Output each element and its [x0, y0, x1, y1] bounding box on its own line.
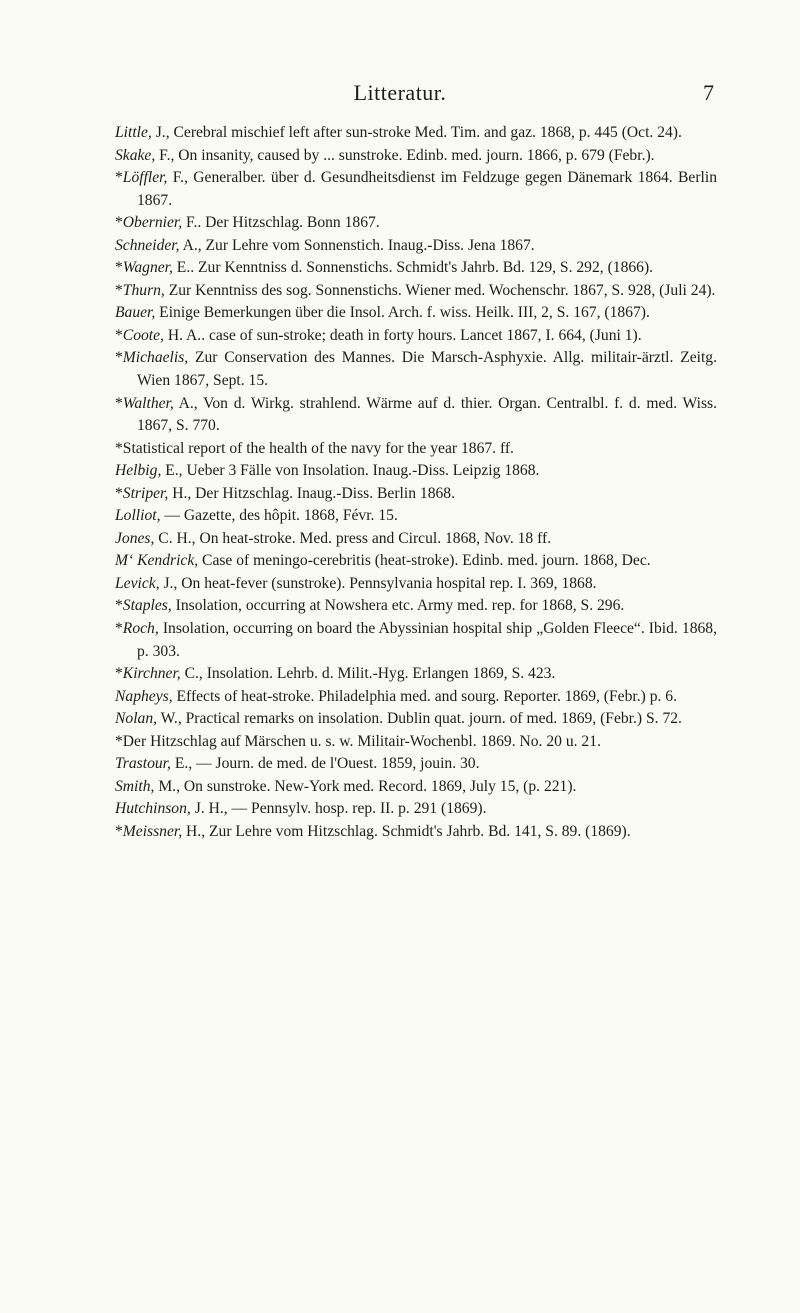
entry-author: Walther, [122, 394, 174, 412]
entry-citation: C. H., On heat-stroke. Med. press and Circul. 1868, Nov. 18 ff. [154, 529, 552, 547]
entry-author: Helbig, [115, 462, 162, 480]
bibliography-entry [115, 505, 717, 528]
entry-author: Michaelis, [122, 349, 189, 367]
entry-author: Jones, [115, 529, 155, 547]
entry-marker: * [115, 484, 123, 502]
entry-author: Lolliot, [115, 507, 161, 525]
bibliography-entry [115, 753, 717, 776]
entry-author: Meissner, [122, 822, 183, 840]
entry-citation: C., Insolation. Lehrb. d. Milit.-Hyg. Erlangen 1869, S. 423. [180, 665, 556, 683]
bibliography-entry [115, 483, 717, 506]
bibliography-entry [115, 280, 717, 303]
entry-author: Wagner, [122, 259, 173, 277]
entry-author: Trastour, [115, 755, 171, 773]
entry-citation: Effects of heat-stroke. Philadelphia med. and sourg. Reporter. 1869, (Febr.) p. 6. [172, 687, 677, 705]
bibliography-entry [115, 528, 717, 551]
bibliography-entry [115, 550, 717, 573]
entry-author: Mʻ Kendrick, [115, 552, 199, 570]
entry-author: Roch, [122, 620, 159, 638]
entry-marker: * [115, 326, 123, 344]
bibliography-entry [115, 686, 717, 709]
bibliography-entry [115, 595, 717, 618]
entry-marker: * [115, 349, 123, 367]
entry-marker: * [115, 214, 123, 232]
entry-author: Little, [115, 124, 152, 141]
entry-citation: J. H., — Pennsylv. hosp. rep. II. p. 291 (1869). [190, 800, 487, 818]
entry-citation: E., Ueber 3 Fälle von Insolation. Inaug.-Diss. Leipzig 1868. [161, 462, 540, 480]
page-number: 7 [703, 80, 714, 105]
entry-marker: * [115, 439, 123, 457]
entry-citation: H., Der Hitzschlag. Inaug.-Diss. Berlin 1868. [168, 484, 455, 502]
bibliography-entry [115, 573, 717, 596]
entry-marker: * [115, 620, 123, 638]
entry-citation: Einige Bemerkungen über die Insol. Arch. f. wiss. Heilk. III, 2, S. 167, (1867). [155, 304, 650, 322]
bibliography-entry [115, 235, 717, 258]
bibliography-list [115, 122, 717, 844]
running-title: Litteratur. [353, 80, 447, 105]
entry-citation: Insolation, occurring on board the Abyssinian hospital ship „Golden Fleece“. Ibid. 1868, p. 303. [137, 620, 717, 660]
bibliography-entry [115, 731, 717, 754]
entry-author: Löffler, [122, 169, 168, 187]
entry-author: Obernier, [122, 214, 183, 232]
entry-author: Smith, [115, 777, 155, 795]
entry-marker: * [115, 394, 123, 412]
bibliography-entry [115, 776, 717, 799]
entry-citation: E., — Journ. de med. de l'Ouest. 1859, jouin. 30. [170, 755, 480, 773]
bibliography-entry [115, 821, 717, 844]
entry-citation: M., On sunstroke. New-York med. Record. 1869, July 15, (p. 221). [154, 777, 577, 795]
bibliography-entry [115, 257, 717, 280]
entry-citation: F., On insanity, caused by ... sunstroke. Edinb. med. journ. 1866, p. 679 (Febr.). [155, 146, 655, 164]
entry-marker: * [115, 597, 123, 615]
entry-citation: Der Hitzschlag auf Märschen u. s. w. Militair-Wochenbl. 1869. No. 20 u. 21. [122, 732, 601, 750]
entry-marker: * [115, 169, 123, 187]
entry-citation: W., Practical remarks on insolation. Dublin quat. journ. of med. 1869, (Febr.) S. 72. [157, 710, 682, 728]
bibliography-entry [115, 438, 717, 461]
entry-citation: Insolation, occurring at Nowshera etc. Army med. rep. for 1868, S. 296. [171, 597, 625, 615]
bibliography-entry [115, 618, 717, 663]
entry-citation: Statistical report of the health of the navy for the year 1867. ff. [122, 439, 514, 457]
bibliography-entry [115, 798, 717, 821]
entry-citation: F., Generalber. über d. Gesundheitsdienst im Feldzuge gegen Dänemark 1864. Berlin 1867. [137, 169, 717, 209]
entry-citation: F.. Der Hitzschlag. Bonn 1867. [182, 214, 380, 232]
entry-marker: * [115, 822, 123, 840]
entry-citation: H., Zur Lehre vom Hitzschlag. Schmidt's Jahrb. Bd. 141, S. 89. (1869). [182, 822, 631, 840]
bibliography-entry [115, 212, 717, 235]
entry-marker: * [115, 732, 123, 750]
entry-citation: Zur Conservation des Mannes. Die Marsch-Asphyxie. Allg. militair-ärztl. Zeitg. Wien 1867, Sept. 15. [137, 349, 717, 390]
bibliography-entry [115, 393, 717, 438]
entry-author: Staples, [122, 597, 172, 615]
entry-citation: E.. Zur Kenntniss d. Sonnenstichs. Schmidt's Jahrb. Bd. 129, S. 292, (1866). [172, 259, 654, 277]
entry-author: Napheys, [115, 687, 173, 705]
entry-author: Coote, [122, 326, 164, 344]
entry-marker: * [115, 665, 123, 683]
bibliography-entry [115, 347, 717, 392]
entry-marker: * [115, 259, 123, 277]
entry-citation: Case of meningo-cerebritis (heat-stroke). Edinb. med. journ. 1868, Dec. [198, 552, 651, 570]
entry-author: Levick, [115, 574, 160, 592]
entry-citation: J., Cerebral mischief left after sun-stroke Med. Tim. and gaz. 1868, p. 445 (Oct. 24). [151, 124, 682, 141]
entry-author: Thurn, [122, 281, 165, 299]
entry-author: Striper, [122, 484, 169, 502]
entry-author: Schneider, [115, 236, 180, 254]
bibliography-entry [115, 145, 717, 168]
entry-citation: — Gazette, des hôpit. 1868, Févr. 15. [160, 507, 398, 525]
entry-author: Skake, [115, 146, 156, 164]
entry-citation: H. A.. case of sun-stroke; death in forty hours. Lancet 1867, I. 664, (Juni 1). [163, 326, 642, 344]
entry-citation: A., Zur Lehre vom Sonnenstich. Inaug.-Diss. Jena 1867. [179, 236, 535, 254]
entry-marker: * [115, 281, 123, 299]
page-header [0, 80, 800, 110]
entry-citation: A., Von d. Wirkg. strahlend. Wärme auf d. thier. Organ. Centralbl. f. d. med. Wiss. 1867, S. 770. [137, 394, 717, 435]
bibliography-entry [115, 167, 717, 212]
bibliography-entry [115, 460, 717, 483]
bibliography-entry [115, 663, 717, 686]
entry-author: Bauer, [115, 304, 156, 322]
entry-author: Nolan, [115, 710, 158, 728]
bibliography-entry [115, 708, 717, 731]
bibliography-entry [115, 302, 717, 325]
entry-author: Kirchner, [122, 665, 181, 683]
entry-citation: Zur Kenntniss des sog. Sonnenstichs. Wiener med. Wochenschr. 1867, S. 928, (Juli 24). [164, 281, 716, 299]
bibliography-entry [115, 122, 717, 145]
bibliography-entry [115, 325, 717, 348]
entry-citation: J., On heat-fever (sunstroke). Pennsylvania hospital rep. I. 369, 1868. [159, 574, 597, 592]
entry-author: Hutchinson, [115, 800, 191, 818]
